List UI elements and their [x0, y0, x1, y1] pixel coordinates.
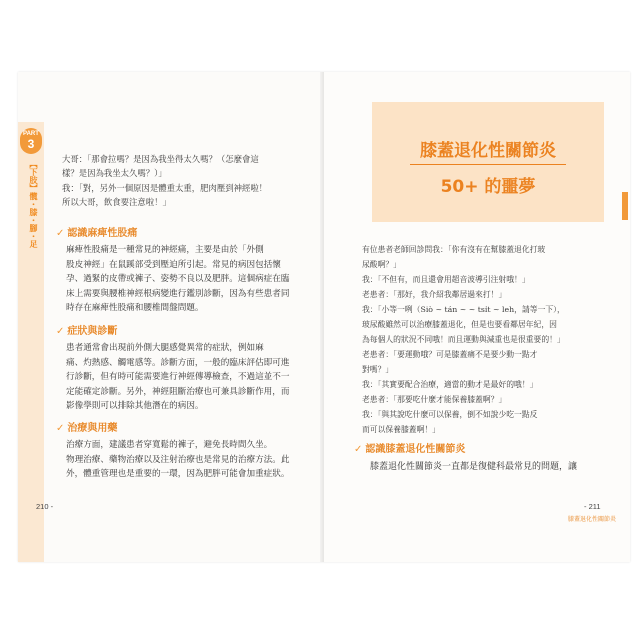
text-line: 痛、灼熱感、觸電感等。診斷方面，一般的臨床評估即可進	[66, 357, 290, 368]
text-line: 我：「對，另外一個原因是體重太重，肥肉壓到神經啦！	[62, 182, 268, 193]
text-line: 外，體重管理也是重要的一環，因為肥胖可能會加重症狀。	[66, 469, 290, 480]
text-line: 我：「小等一咧（Siò ~ tán ~ ~ tsi̍t ~ leh，請等一下），	[362, 305, 565, 314]
heading-mark-icon: ✓	[354, 444, 363, 455]
text-line: 而可以保養膝蓋啊！」	[362, 425, 440, 434]
text-line: 尿酸啊？」	[362, 260, 401, 269]
dialogue-paragraph	[362, 242, 565, 437]
text-line: 影像學則可以排除其他潛在的病因。	[66, 401, 204, 412]
text-line: 麻痺性股痛是一種常見的神經痛，主要是由於「外側	[66, 245, 264, 255]
text-line: 老患者：「要運動哦？可是膝蓋痛不是要少動一點才	[362, 350, 538, 359]
section-paragraph	[66, 438, 289, 482]
text-line: 有位患者老師回診問我：「你有沒有在幫膝蓋退化打玻	[362, 245, 546, 254]
book-spread	[18, 72, 630, 562]
text-line: 股皮神經」在鼠蹊部受到壓迫所引起。常見的病因包括懷	[66, 259, 281, 270]
text-line: 我：「不但有，而且還會用超音波導引注射哦！」	[362, 275, 530, 284]
left-page	[18, 72, 324, 562]
section-heading: ✓ 症狀與診斷	[56, 326, 118, 337]
chapter-title: 膝蓋退化性關節炎	[420, 141, 556, 161]
text-line: 樣？是因為我坐太久嗎？）」	[62, 168, 167, 179]
footer-chapter-label: 膝蓋退化性關節炎	[568, 516, 617, 523]
heading-mark-icon: ✓	[56, 228, 65, 239]
page-number: 210 -	[36, 502, 54, 511]
text-line: 床上需要與腰椎神經根病變進行鑑別診斷，因為有些患者同	[66, 288, 290, 299]
side-label: 【下肢】髖・膝・腳・足	[29, 160, 38, 248]
section-heading: ✓ 認識麻痺性股痛	[56, 228, 138, 239]
text-line: 孕、過緊的皮帶或褲子、姿勢不良以及肥胖。這個病症在臨	[66, 274, 290, 285]
title-divider	[410, 164, 566, 165]
text-line: 為每個人的狀況不同哦！而且運動與減重也是很重要的！」	[362, 335, 565, 344]
part-number: 3	[27, 137, 35, 151]
section-paragraph: 膝蓋退化性關節炎一直都是復健科最常見的問題，讓	[370, 462, 578, 472]
section-paragraph	[66, 243, 289, 316]
chapter-subtitle: 50+ 的噩夢	[440, 177, 536, 197]
edge-tab-marker	[622, 192, 628, 220]
intro-paragraph	[62, 152, 267, 210]
right-page	[324, 72, 630, 562]
text-line: 對嗎？」	[362, 365, 394, 374]
text-line: 所以大哥，飲食要注意啦！」	[62, 197, 171, 208]
section-heading: ✓ 治療與用藥	[56, 423, 118, 434]
section-paragraph	[66, 341, 289, 414]
text-line: 行診斷，但有時可能需要進行神經傳導檢查，不過這並不一	[66, 372, 290, 383]
text-line: 定能確定診斷。另外，神經阻斷治療也可兼具診斷作用，而	[66, 386, 290, 397]
text-line: 玻尿酸雖然可以治療膝蓋退化，但是也要看鄰居年紀，因	[362, 320, 557, 329]
text-line: 大哥：「那會拉嗎？是因為我坐得太久嗎？（怎麼會這	[62, 154, 259, 164]
heading-mark-icon: ✓	[56, 326, 65, 337]
text-line: 治療方面，建議患者穿寬鬆的褲子，避免長時間久坐。	[66, 440, 273, 450]
text-line: 時存在麻痺性股痛和腰椎間盤問題。	[66, 303, 204, 314]
heading-mark-icon: ✓	[56, 423, 65, 434]
chapter-title-box	[372, 102, 604, 222]
part-label: PART	[23, 131, 39, 137]
text-line: 老患者：「那要吃什麼才能保養膝蓋啊？」	[362, 395, 507, 404]
text-line: 我：「其實要配合治療，適當的動才是最好的哦！」	[362, 380, 538, 389]
text-line: 物理治療、藥物治療以及注射治療也是常見的治療方法。此	[66, 454, 290, 465]
page-number: - 211	[584, 502, 601, 511]
section-heading: ✓ 認識膝蓋退化性關節炎	[354, 444, 466, 455]
text-line: 患者通常會出現前外側大腿感覺異常的症狀，例如麻	[66, 343, 264, 353]
text-line: 我：「與其說吃什麼可以保養，倒不如說少吃一點反	[362, 410, 538, 419]
part-badge	[20, 128, 42, 154]
text-line: 老患者：「那好，我介紹我鄰居過來打！」	[362, 290, 507, 299]
